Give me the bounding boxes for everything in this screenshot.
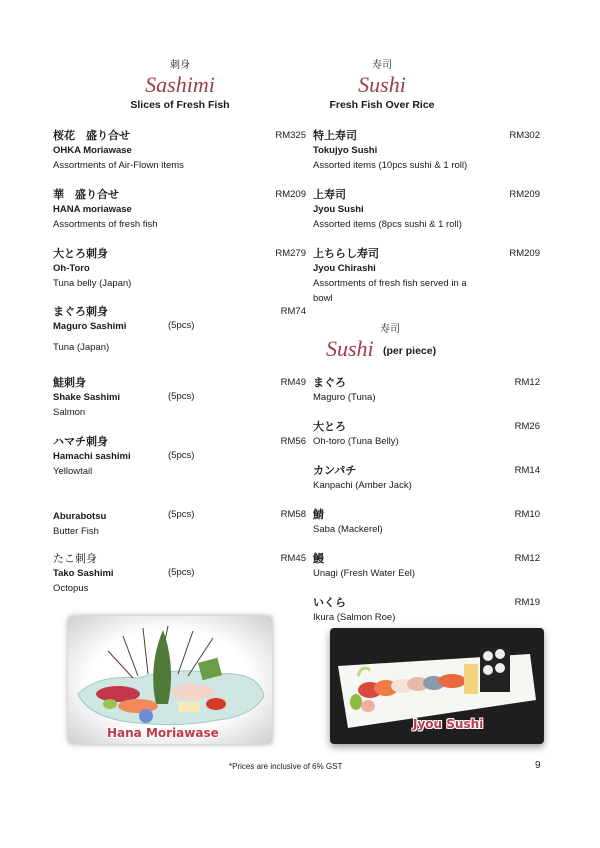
sushi-subtitle: Fresh Fish Over Rice xyxy=(329,99,435,111)
menu-item-hamachi-sashimi xyxy=(53,434,131,479)
menu-item-maguro xyxy=(313,375,375,405)
sushi-per-piece-title: Sushi xyxy=(326,336,374,361)
sushi-per-piece-jp-heading: 寿司 xyxy=(380,324,400,335)
item-description: Oh-toro (Tuna Belly) xyxy=(313,436,399,447)
item-price: RM12 xyxy=(514,377,540,388)
item-price: RM19 xyxy=(514,597,540,608)
item-en-name: Tako Sashimi xyxy=(53,568,114,579)
item-price: RM302 xyxy=(509,130,540,141)
item-price: RM279 xyxy=(275,248,306,259)
item-en-name: Hamachi sashimi xyxy=(53,451,131,462)
item-description: Kanpachi (Amber Jack) xyxy=(313,480,412,491)
item-jp-name: いくら xyxy=(313,596,346,609)
item-jp-name: 鯖 xyxy=(313,508,324,521)
item-jp-name: 上寿司 xyxy=(313,188,346,201)
menu-item-ohka-moriawase xyxy=(53,128,184,173)
item-description: Tuna belly (Japan) xyxy=(53,278,132,289)
item-en-name: Jyou Sushi xyxy=(313,204,364,215)
item-jp-name: たこ刺身 xyxy=(53,552,97,565)
item-en-name: Tokujyo Sushi xyxy=(313,145,378,156)
item-jp-name: 鮭刺身 xyxy=(53,376,86,389)
item-price: RM74 xyxy=(280,306,306,317)
item-price: RM209 xyxy=(275,189,306,200)
item-piece-count: (5pcs) xyxy=(168,391,195,402)
item-jp-name: 大とろ xyxy=(313,420,346,433)
item-price: RM10 xyxy=(514,509,540,520)
item-en-name: Jyou Chirashi xyxy=(313,263,376,274)
item-en-name: OHKA Moriawase xyxy=(53,145,132,156)
item-description: Unagi (Fresh Water Eel) xyxy=(313,568,416,579)
menu-item-kanpachi xyxy=(313,463,412,493)
item-en-name: Aburabotsu xyxy=(53,511,107,522)
item-price: RM12 xyxy=(514,553,540,564)
sushi-title: Sushi xyxy=(358,72,406,97)
item-jp-name: 桜花 盛り合せ xyxy=(53,129,130,142)
item-description: Octopus xyxy=(53,583,89,594)
item-description: Butter Fish xyxy=(53,526,99,537)
item-description: Tuna (Japan) xyxy=(53,342,110,353)
item-jp-name: 鰻 xyxy=(313,552,324,565)
menu-item-oh-toro xyxy=(53,246,131,291)
menu-item-unagi xyxy=(313,551,415,581)
item-piece-count: (5pcs) xyxy=(168,450,195,461)
item-price: RM14 xyxy=(514,465,540,476)
menu-item-maguro-sashimi xyxy=(53,304,126,355)
page-number: 9 xyxy=(535,760,541,771)
item-price: RM58 xyxy=(280,509,306,520)
sashimi-jp-heading: 刺身 xyxy=(170,60,190,71)
hana-moriawase-photo xyxy=(68,616,272,744)
jyou-sushi-caption: Jyou Sushi xyxy=(413,717,484,731)
sushi-jp-heading: 寿司 xyxy=(372,60,392,71)
item-piece-count: (5pcs) xyxy=(168,567,195,578)
item-en-name: Oh-Toro xyxy=(53,263,90,274)
menu-item-jyou-sushi xyxy=(313,187,462,232)
item-price: RM325 xyxy=(275,130,306,141)
item-en-name: Shake Sashimi xyxy=(53,392,121,403)
sashimi-title: Sashimi xyxy=(145,72,215,97)
item-jp-name: 上ちらし寿司 xyxy=(313,247,379,260)
item-en-name: HANA moriawase xyxy=(53,204,132,215)
item-piece-count: (5pcs) xyxy=(168,320,195,331)
item-description: Assortments of fresh fish xyxy=(53,219,158,230)
item-jp-name: まぐろ xyxy=(313,376,346,389)
menu-item-oh-toro-piece xyxy=(313,419,399,449)
item-description: Ikura (Salmon Roe) xyxy=(313,612,396,623)
item-jp-name: 特上寿司 xyxy=(313,129,357,142)
item-description-cont: bowl xyxy=(313,293,333,304)
item-description: Salmon xyxy=(53,407,86,418)
menu-item-tako-sashimi xyxy=(53,551,114,596)
menu-item-saba xyxy=(313,507,383,537)
item-jp-name: ハマチ刺身 xyxy=(53,435,108,448)
item-price: RM209 xyxy=(509,189,540,200)
item-price: RM49 xyxy=(280,377,306,388)
menu-item-tokujyo-sushi xyxy=(313,128,467,173)
menu-item-hana-moriawase xyxy=(53,187,158,232)
item-price: RM45 xyxy=(280,553,306,564)
menu-item-jyou-chirashi xyxy=(313,246,467,306)
item-price: RM26 xyxy=(514,421,540,432)
item-piece-count: (5pcs) xyxy=(168,509,195,520)
item-jp-name: 華 盛り合せ xyxy=(53,188,119,201)
item-description: Assortments of fresh fish served in a xyxy=(313,278,467,289)
menu-item-aburabotsu xyxy=(53,509,106,539)
item-en-name: Maguro Sashimi xyxy=(53,321,127,332)
item-description: Saba (Mackerel) xyxy=(313,524,383,535)
item-price: RM209 xyxy=(509,248,540,259)
item-jp-name: カンパチ xyxy=(313,464,357,477)
item-jp-name: 大とろ刺身 xyxy=(53,247,108,260)
gst-footnote: *Prices are inclusive of 6% GST xyxy=(229,762,343,771)
item-description: Yellowtail xyxy=(53,466,93,477)
sashimi-platter-image xyxy=(68,616,272,744)
item-description: Assortments of Air-Flown items xyxy=(53,160,184,171)
sashimi-subtitle: Slices of Fresh Fish xyxy=(130,99,230,111)
item-description: Assorted items (10pcs sushi & 1 roll) xyxy=(313,160,468,171)
item-price: RM56 xyxy=(280,436,306,447)
menu-item-shake-sashimi xyxy=(53,375,120,420)
per-piece-note: (per piece) xyxy=(383,345,437,357)
item-description: Assorted items (8pcs sushi & 1 roll) xyxy=(313,219,462,230)
hana-moriawase-caption: Hana Moriawase xyxy=(107,726,219,740)
item-jp-name: まぐろ刺身 xyxy=(53,305,108,318)
item-description: Maguro (Tuna) xyxy=(313,392,376,403)
menu-item-ikura xyxy=(313,595,395,625)
